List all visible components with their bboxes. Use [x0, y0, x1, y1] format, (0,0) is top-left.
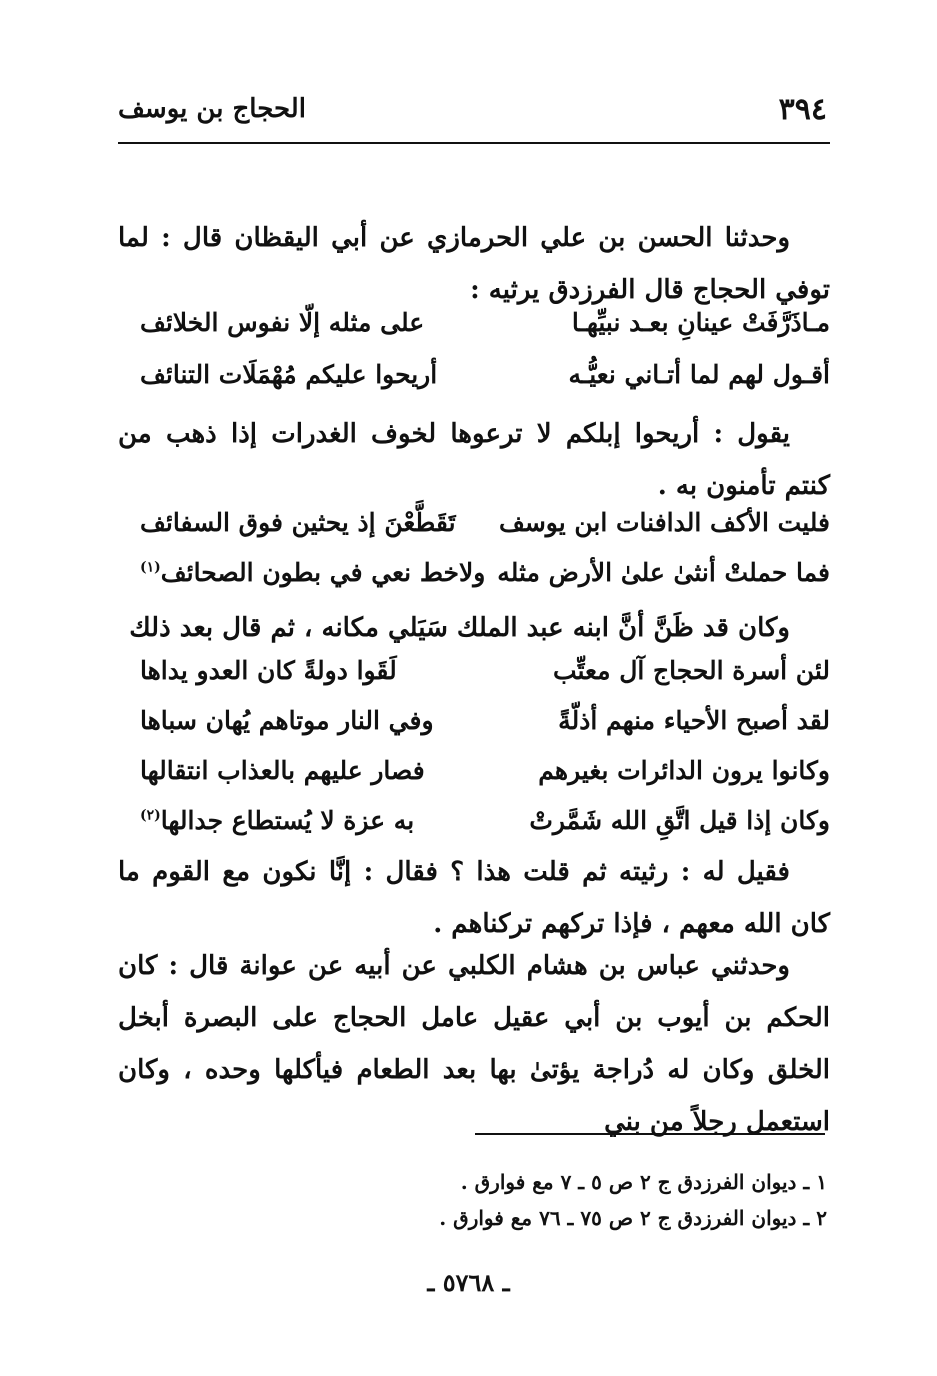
- paragraph-2: [118, 408, 830, 512]
- paragraph-5: [118, 940, 830, 1148]
- verse-3-first-hemistich: فليت الأكف الدافنات ابن يوسف: [498, 508, 830, 537]
- running-title: الحجاج بن يوسف: [118, 94, 306, 124]
- footnote-1: ١ ـ ديوان الفرزدق ج ٢ ص ٥ ـ ٧ مع فوارق .: [460, 1170, 827, 1194]
- verse-7: [140, 756, 830, 806]
- paragraph-1-text: وحدثنا الحسن بن علي الحرمازي عن أبي اليقظان قال : لما توفي الحجاج قال الفرزدق يرثيه :: [118, 223, 830, 305]
- verse-8-second-text: به عزة لا يُستطاع جدالها: [160, 806, 415, 835]
- verse-5-first-hemistich: لئن أسرة الحجاج آل معتِّب: [552, 656, 830, 685]
- verse-5: [140, 656, 830, 706]
- footnote-rule: [475, 1133, 825, 1135]
- verse-2: [140, 360, 830, 410]
- footnote-ref-2[interactable]: (٢): [140, 807, 161, 824]
- page-number: ٣٩٤: [778, 92, 827, 127]
- verse-6-second-hemistich: وفي النار موتاهم يُهان سباها: [140, 706, 434, 735]
- verse-4-first-hemistich: فما حملتْ أنثىٰ علىٰ الأرض مثله: [497, 558, 830, 587]
- verse-8-first-hemistich: وكان إذا قيل اتَّقِ الله شَمَّرتْ: [529, 806, 830, 835]
- verse-8-second-hemistich: [140, 806, 414, 835]
- page-header: [118, 88, 827, 128]
- paragraph-3: [118, 602, 830, 654]
- paragraph-2-text: يقول : أريحوا إبلكم لا ترعوها لخوف الغدرات إذا ذهب من كنتم تأمنون به .: [118, 419, 830, 501]
- verse-6: [140, 706, 830, 756]
- verse-7-second-hemistich: فصار عليهم بالعذاب انتقالها: [140, 756, 425, 785]
- header-rule: [118, 142, 830, 144]
- verse-3: [140, 508, 830, 558]
- verse-1: [140, 308, 830, 358]
- paragraph-1: [118, 212, 830, 316]
- verse-4: [140, 558, 830, 608]
- verse-2-first-hemistich: أقـول لهم لما أتـاني نعيُّـه: [568, 360, 830, 389]
- paragraph-5-text: وحدثني عباس بن هشام الكلبي عن أبيه عن عوانة قال : كان الحكم بن أيوب بن أبي عقيل عامل الحجاج على البصرة أبخل الخلق وكان له دُراجة يؤتىٰ بها بعد الطعام فيأكلها وحده ، وكان استعمل رجلاً من بني: [118, 951, 830, 1137]
- verse-4-second-text: ولاخط نعي في بطون الصحائف: [160, 558, 486, 587]
- verse-4-second-hemistich: [140, 558, 485, 587]
- verse-6-first-hemistich: لقد أصبح الأحياء منهم أذلّةً: [558, 706, 830, 735]
- verse-7-first-hemistich: وكانوا يرون الدائرات بغيرهم: [538, 756, 830, 785]
- paragraph-4: [118, 846, 830, 950]
- paragraph-3-text: وكان قد ظَنَّ أنَّ ابنه عبد الملك سَيَلي مكانه ، ثم قال بعد ذلك: [129, 613, 790, 643]
- verse-3-second-hemistich: تَقَطَّعْنَ إذ يحثين فوق السفائف: [140, 508, 456, 537]
- folio-number: ـ ٥٧٦٨ ـ: [427, 1268, 510, 1297]
- verse-1-first-hemistich: مـاذَرَّفَتْ عينانِ بعـد نبيِّهـا: [571, 308, 830, 337]
- verse-1-second-hemistich: على مثله إلّا نفوس الخلائف: [140, 308, 425, 337]
- paragraph-4-text: فقيل له : رثيته ثم قلت هذا ؟ فقال : إنَّا نكون مع القوم ما كان الله معهم ، فإذا تركهم تركناهم .: [118, 857, 830, 939]
- footnote-ref-1[interactable]: (١): [140, 559, 161, 576]
- footnote-2: ٢ ـ ديوان الفرزدق ج ٢ ص ٧٥ ـ ٧٦ مع فوارق .: [439, 1206, 827, 1230]
- verse-5-second-hemistich: لَقَوا دولةً كان العدو يداها: [140, 656, 397, 685]
- verse-2-second-hemistich: أريحوا عليكم مُهْمَلَات التنائف: [140, 360, 438, 389]
